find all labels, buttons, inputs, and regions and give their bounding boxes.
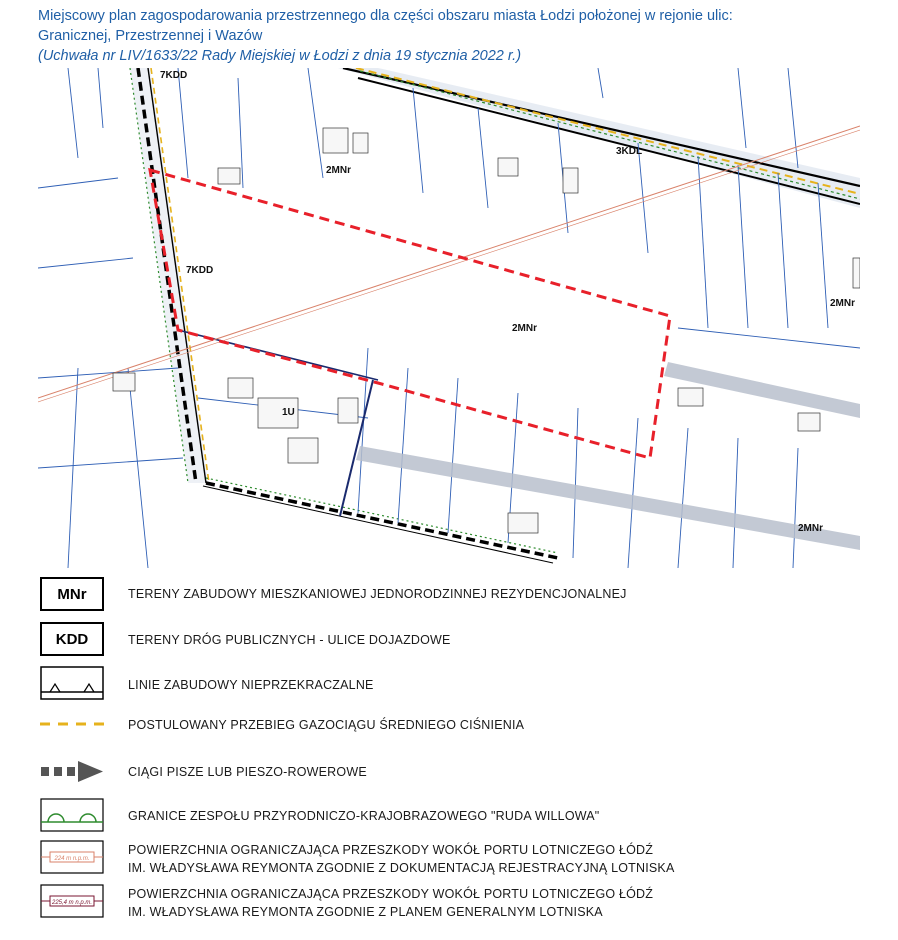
- legend-symbol-kdd: KDD: [40, 622, 104, 656]
- legend-text-airport-doc-line2: IM. WŁADYSŁAWA REYMONTA ZGODNIE Z DOKUMENTACJĄ REJESTRACYJNĄ LOTNISKA: [128, 861, 675, 875]
- label-1u: 1U: [282, 407, 295, 418]
- legend-row-building-line: [40, 666, 880, 706]
- green-boundary-icon: [40, 798, 104, 832]
- legend-text-kdd: TERENY DRÓG PUBLICZNYCH - ULICE DOJAZDOWE: [128, 633, 451, 647]
- label-7kdd: 7KDD: [186, 265, 214, 276]
- legend-text-airport-plan-line1: POWIERZCHNIA OGRANICZAJĄCA PRZESZKODY WOKÓŁ PORTU LOTNICZEGO ŁÓDŹ: [128, 887, 654, 901]
- legend-row-kdd: [40, 622, 880, 662]
- legend-text-building-line: LINIE ZABUDOWY NIEPRZEKRACZALNE: [128, 678, 374, 692]
- legend-text-mnr: TERENY ZABUDOWY MIESZKANIOWEJ JEDNORODZINNEJ REZYDENCJONALNEJ: [128, 587, 627, 601]
- legend-text-gas: POSTULOWANY PRZEBIEG GAZOCIĄGU ŚREDNIEGO CIŚNIENIA: [128, 718, 525, 732]
- label-2mnr-bottom-right: 2MNr: [798, 523, 824, 534]
- legend-symbol-mnr: MNr: [40, 577, 104, 611]
- label-3kdl: 3KDL: [616, 146, 643, 157]
- label-2mnr-right: 2MNr: [830, 298, 856, 309]
- legend-text-airport-plan: [128, 885, 653, 921]
- label-2mnr-center: 2MNr: [512, 323, 538, 334]
- header-resolution: (Uchwała nr LIV/1633/22 Rady Miejskiej w Łodzi z dnia 19 stycznia 2022 r.): [38, 48, 522, 64]
- label-7kdd-top: 7KDD: [160, 70, 188, 81]
- gas-line-icon: [40, 710, 104, 744]
- plan-map[interactable]: [38, 68, 860, 568]
- header-title: Miejscowy plan zagospodarowania przestrzennego dla części obszaru miasta Łodzi położonej w rejonie ulic:: [38, 8, 733, 24]
- airport-surface-doc-icon: [40, 840, 104, 874]
- label-2mnr-top: 2MNr: [326, 165, 352, 176]
- legend-row-mnr: [40, 577, 880, 617]
- legend-row-pedestrian: [40, 755, 880, 795]
- legend-row-gas: [40, 710, 880, 750]
- legend-text-pedestrian: CIĄGI PISZE LUB PIESZO-ROWEROWE: [128, 765, 367, 779]
- legend-text-green: GRANICE ZESPOŁU PRZYRODNICZO-KRAJOBRAZOWEGO "RUDA WILLOWA": [128, 809, 600, 823]
- legend-row-airport-doc: [40, 840, 880, 880]
- header-streets: Granicznej, Przestrzennej i Wazów: [38, 28, 263, 44]
- airport-plan-height-label: 225,4 m n.p.m.: [51, 900, 93, 906]
- legend-row-green: [40, 798, 880, 838]
- pedestrian-route-icon: [40, 755, 104, 789]
- legend-text-airport-doc-line1: POWIERZCHNIA OGRANICZAJĄCA PRZESZKODY WOKÓŁ PORTU LOTNICZEGO ŁÓDŹ: [128, 843, 654, 857]
- legend-text-airport-plan-line2: IM. WŁADYSŁAWA REYMONTA ZGODNIE Z PLANEM GENERALNYM LOTNISKA: [128, 905, 603, 919]
- airport-doc-height-label: 224 m n.p.m.: [54, 856, 90, 862]
- legend-row-airport-plan: [40, 884, 880, 924]
- airport-surface-plan-icon: [40, 884, 104, 918]
- map-header: [38, 6, 888, 66]
- building-line-icon: [40, 666, 104, 700]
- legend-text-airport-doc: [128, 841, 675, 877]
